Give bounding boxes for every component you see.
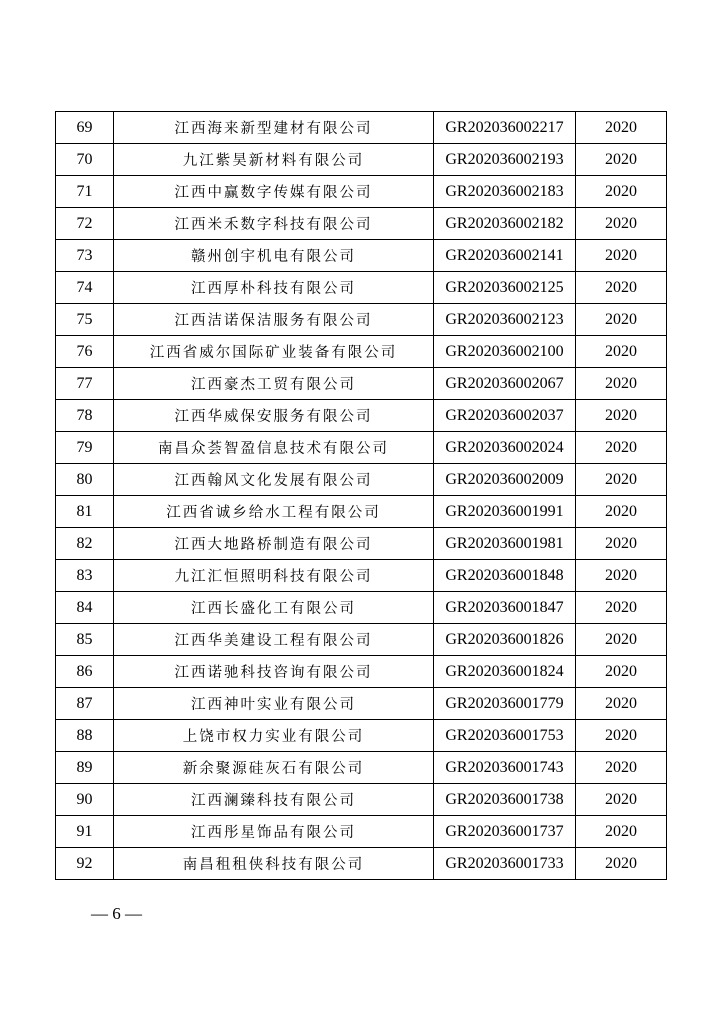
page-number: — 6 — — [91, 904, 142, 923]
table-row — [56, 848, 667, 880]
company-name-cell: 江西米禾数字科技有限公司 — [114, 208, 434, 240]
row-number-cell: 80 — [56, 464, 114, 496]
year-cell: 2020 — [576, 784, 667, 816]
table-row — [56, 208, 667, 240]
row-number-cell: 75 — [56, 304, 114, 336]
year-cell: 2020 — [576, 496, 667, 528]
table-row — [56, 240, 667, 272]
table-row — [56, 752, 667, 784]
table-row — [56, 432, 667, 464]
year-cell: 2020 — [576, 592, 667, 624]
table-row — [56, 496, 667, 528]
year-cell: 2020 — [576, 272, 667, 304]
certificate-code-cell: GR202036001848 — [434, 560, 576, 592]
company-name-cell: 江西华威保安服务有限公司 — [114, 400, 434, 432]
certificate-code-cell: GR202036002100 — [434, 336, 576, 368]
year-cell: 2020 — [576, 368, 667, 400]
row-number-cell: 83 — [56, 560, 114, 592]
company-name-cell: 江西省威尔国际矿业装备有限公司 — [114, 336, 434, 368]
row-number-cell: 86 — [56, 656, 114, 688]
table-row — [56, 656, 667, 688]
certificate-code-cell: GR202036001753 — [434, 720, 576, 752]
company-name-cell: 上饶市权力实业有限公司 — [114, 720, 434, 752]
row-number-cell: 88 — [56, 720, 114, 752]
company-name-cell: 南昌众荟智盈信息技术有限公司 — [114, 432, 434, 464]
table-row — [56, 144, 667, 176]
certificate-code-cell: GR202036002123 — [434, 304, 576, 336]
year-cell: 2020 — [576, 464, 667, 496]
year-cell: 2020 — [576, 400, 667, 432]
year-cell: 2020 — [576, 336, 667, 368]
certificate-code-cell: GR202036001738 — [434, 784, 576, 816]
certificate-code-cell: GR202036002141 — [434, 240, 576, 272]
certificate-code-cell: GR202036001981 — [434, 528, 576, 560]
company-name-cell: 赣州创宇机电有限公司 — [114, 240, 434, 272]
certificate-code-cell: GR202036001847 — [434, 592, 576, 624]
company-name-cell: 江西海来新型建材有限公司 — [114, 112, 434, 144]
company-name-cell: 江西厚朴科技有限公司 — [114, 272, 434, 304]
certificate-code-cell: GR202036002217 — [434, 112, 576, 144]
certificate-code-cell: GR202036002193 — [434, 144, 576, 176]
certificate-code-cell: GR202036002009 — [434, 464, 576, 496]
row-number-cell: 71 — [56, 176, 114, 208]
company-name-cell: 江西翰风文化发展有限公司 — [114, 464, 434, 496]
table-row — [56, 720, 667, 752]
company-name-cell: 江西诺驰科技咨询有限公司 — [114, 656, 434, 688]
row-number-cell: 78 — [56, 400, 114, 432]
row-number-cell: 81 — [56, 496, 114, 528]
table-row — [56, 304, 667, 336]
company-name-cell: 江西省诚乡给水工程有限公司 — [114, 496, 434, 528]
row-number-cell: 89 — [56, 752, 114, 784]
certificate-code-cell: GR202036001991 — [434, 496, 576, 528]
year-cell: 2020 — [576, 560, 667, 592]
certificate-code-cell: GR202036001733 — [434, 848, 576, 880]
row-number-cell: 87 — [56, 688, 114, 720]
table-row — [56, 400, 667, 432]
company-name-cell: 新余聚源硅灰石有限公司 — [114, 752, 434, 784]
row-number-cell: 91 — [56, 816, 114, 848]
table-row — [56, 368, 667, 400]
company-name-cell: 九江汇恒照明科技有限公司 — [114, 560, 434, 592]
company-name-cell: 江西大地路桥制造有限公司 — [114, 528, 434, 560]
certificate-code-cell: GR202036002024 — [434, 432, 576, 464]
table-row — [56, 816, 667, 848]
row-number-cell: 85 — [56, 624, 114, 656]
certificate-code-cell: GR202036001743 — [434, 752, 576, 784]
certificate-code-cell: GR202036001737 — [434, 816, 576, 848]
company-name-cell: 江西中赢数字传媒有限公司 — [114, 176, 434, 208]
company-name-cell: 江西洁诺保洁服务有限公司 — [114, 304, 434, 336]
row-number-cell: 70 — [56, 144, 114, 176]
certificate-code-cell: GR202036002125 — [434, 272, 576, 304]
company-name-cell: 九江紫昊新材料有限公司 — [114, 144, 434, 176]
year-cell: 2020 — [576, 208, 667, 240]
row-number-cell: 92 — [56, 848, 114, 880]
year-cell: 2020 — [576, 112, 667, 144]
enterprise-table — [55, 111, 667, 880]
year-cell: 2020 — [576, 720, 667, 752]
certificate-code-cell: GR202036002182 — [434, 208, 576, 240]
year-cell: 2020 — [576, 688, 667, 720]
table-row — [56, 560, 667, 592]
row-number-cell: 72 — [56, 208, 114, 240]
table-row — [56, 464, 667, 496]
row-number-cell: 90 — [56, 784, 114, 816]
row-number-cell: 82 — [56, 528, 114, 560]
company-name-cell: 江西豪杰工贸有限公司 — [114, 368, 434, 400]
certificate-code-cell: GR202036002067 — [434, 368, 576, 400]
company-name-cell: 江西长盛化工有限公司 — [114, 592, 434, 624]
year-cell: 2020 — [576, 240, 667, 272]
table-row — [56, 784, 667, 816]
certificate-code-cell: GR202036001826 — [434, 624, 576, 656]
year-cell: 2020 — [576, 752, 667, 784]
year-cell: 2020 — [576, 848, 667, 880]
year-cell: 2020 — [576, 304, 667, 336]
table-row — [56, 176, 667, 208]
table-row — [56, 528, 667, 560]
table-row — [56, 624, 667, 656]
year-cell: 2020 — [576, 528, 667, 560]
row-number-cell: 77 — [56, 368, 114, 400]
year-cell: 2020 — [576, 816, 667, 848]
row-number-cell: 84 — [56, 592, 114, 624]
row-number-cell: 76 — [56, 336, 114, 368]
certificate-code-cell: GR202036001779 — [434, 688, 576, 720]
certificate-code-cell: GR202036002183 — [434, 176, 576, 208]
certificate-code-cell: GR202036001824 — [434, 656, 576, 688]
company-name-cell: 南昌租租侠科技有限公司 — [114, 848, 434, 880]
company-name-cell: 江西神叶实业有限公司 — [114, 688, 434, 720]
table-row — [56, 592, 667, 624]
company-name-cell: 江西澜臻科技有限公司 — [114, 784, 434, 816]
row-number-cell: 79 — [56, 432, 114, 464]
year-cell: 2020 — [576, 144, 667, 176]
company-name-cell: 江西华美建设工程有限公司 — [114, 624, 434, 656]
company-name-cell: 江西彤星饰品有限公司 — [114, 816, 434, 848]
table-row — [56, 112, 667, 144]
row-number-cell: 74 — [56, 272, 114, 304]
year-cell: 2020 — [576, 656, 667, 688]
year-cell: 2020 — [576, 624, 667, 656]
year-cell: 2020 — [576, 432, 667, 464]
table-row — [56, 272, 667, 304]
row-number-cell: 69 — [56, 112, 114, 144]
table-body — [56, 112, 667, 880]
row-number-cell: 73 — [56, 240, 114, 272]
table-row — [56, 688, 667, 720]
year-cell: 2020 — [576, 176, 667, 208]
certificate-code-cell: GR202036002037 — [434, 400, 576, 432]
table-row — [56, 336, 667, 368]
